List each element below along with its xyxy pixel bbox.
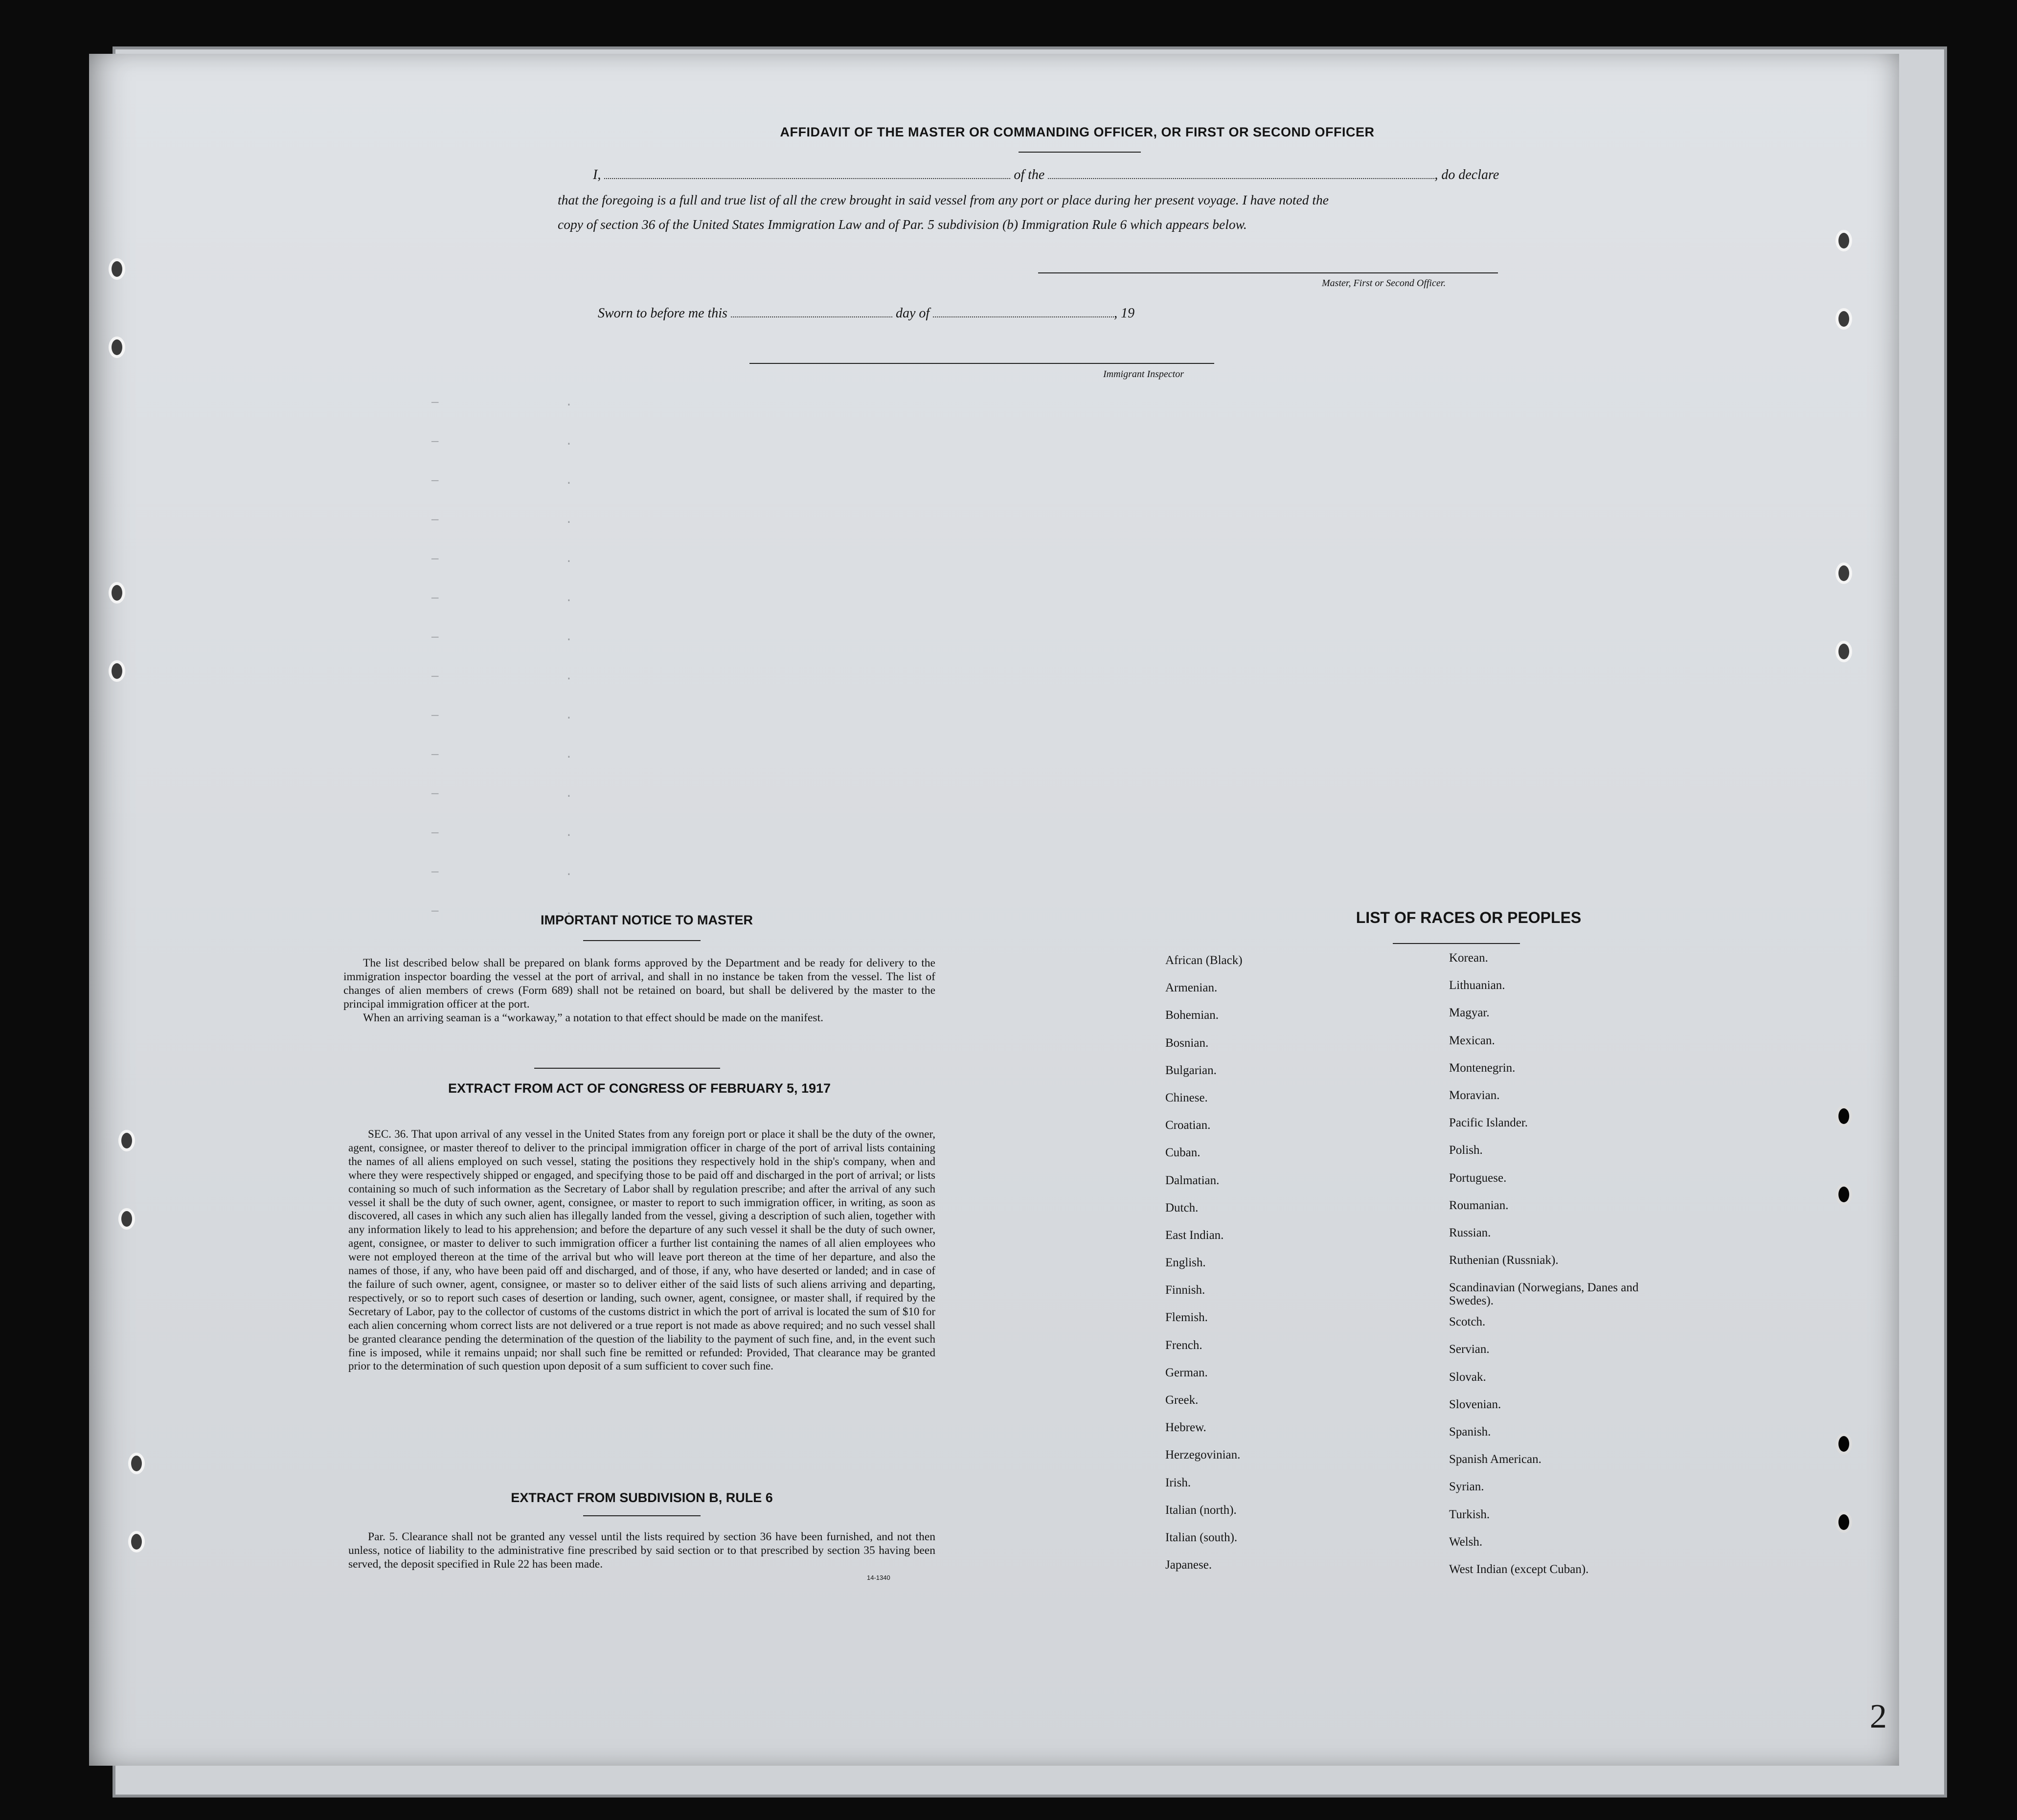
- race-item: Syrian.: [1449, 1480, 1484, 1494]
- bleed-row: — .: [431, 553, 573, 566]
- race-item: Scandinavian (Norwegians, Danes and Swedes).: [1449, 1281, 1639, 1308]
- signer-label: Master, First or Second Officer.: [1322, 278, 1446, 289]
- race-item: Turkish.: [1449, 1507, 1490, 1521]
- race-item: Cuban.: [1165, 1146, 1201, 1160]
- bleed-row: — .: [431, 709, 573, 722]
- signature-line: [1038, 272, 1498, 273]
- title-rule: [1019, 152, 1141, 153]
- race-item: Armenian.: [1165, 981, 1218, 995]
- declaration-text-2: that the foregoing is a full and true list of all the crew brought in said vessel from any port or place during her present voyage. I have noted the: [558, 192, 1329, 207]
- race-item: Portuguese.: [1449, 1171, 1507, 1185]
- sworn-year-prefix: , 19: [1114, 306, 1135, 321]
- race-item: East Indian.: [1165, 1228, 1224, 1242]
- act-extract-text: SEC. 36. That upon arrival of any vessel in the United States from any foreign port or place it shall be the duty of the owner, agent, consignee, or master thereof to deliver to the principal immigration officer in charge of the port of arrival lists containing the names of all aliens employed on such vessel, stating the positions they respectively hold in the ship's company, when and where they were respectively shipped or engaged, and specifying those to be paid off and discharged in the port of arrival; or lists containing so much of such information as the Secretary of Labor shall by regulation prescribe; and after the arrival of any such vessel it shall be the duty of such owner, agent, consignee, or master to report to such immigration officer, in writing, as soon as discovered, all cases in which any such alien has illegally landed from the vessel, giving a description of such alien, together with any information likely to lead to his apprehension; and before the departure of any such vessel it shall be the duty of such owner, agent, consignee, or master to deliver to such immigration officer a further list containing the names of all alien employees who were not employed thereon at the time of the arrival but who will leave port thereon at the time of her departure, and also the names of those, if any, who have been paid off and discharged, and of those, if any, who have deserted or landed; and in case of the failure of such owner, agent, consignee, or master so to deliver either of the said lists of such aliens arriving and departing, respectively, or so to report such cases of desertion or landing, such owner, agent, consignee, or master shall, if required by the Secretary of Labor, pay to the collector of customs of the customs district in which the port of arrival is located the sum of $10 for each alien concerning whom correct lists are not delivered or a true report is not made as above required; and no such vessel shall be granted clearance pending the determination of the question of the liability to the payment of such fine, and, in the event such fine is imposed, while it remains unpaid; nor shall such fine be remitted or refunded: Provided, That clearance may be granted prior to the determination of such question upon deposit of a sum sufficient to cover such fine.: [348, 1128, 935, 1372]
- race-item: Pacific Islander.: [1449, 1116, 1528, 1130]
- notice-title: IMPORTANT NOTICE TO MASTER: [541, 913, 753, 927]
- sworn-prefix: Sworn to before me this: [598, 306, 727, 321]
- punch-hole: [109, 258, 125, 280]
- race-item: Dalmatian.: [1165, 1173, 1220, 1187]
- punch-hole: [1836, 308, 1852, 330]
- race-item: Mexican.: [1449, 1034, 1495, 1047]
- inspector-line: [749, 363, 1214, 364]
- race-item: Slovenian.: [1449, 1397, 1501, 1411]
- race-item: Greek.: [1165, 1393, 1199, 1407]
- declarant-name-field[interactable]: [604, 168, 1010, 179]
- rule-extract-rule: [583, 1515, 701, 1516]
- race-item: Polish.: [1449, 1144, 1483, 1157]
- inspector-label: Immigrant Inspector: [1103, 369, 1184, 380]
- races-title: LIST OF RACES OR PEOPLES: [1356, 909, 1582, 926]
- race-item: Irish.: [1165, 1476, 1191, 1489]
- rule-extract-title: EXTRACT FROM SUBDIVISION B, RULE 6: [511, 1490, 773, 1505]
- notice-paragraph-2: When an arriving seaman is a “workaway,” a notation to that effect should be made on the manifest.: [363, 1011, 823, 1024]
- vessel-name-field[interactable]: [1048, 168, 1434, 179]
- race-item: Finnish.: [1165, 1283, 1205, 1297]
- punch-hole: [109, 337, 125, 358]
- notice-body: [343, 956, 935, 1025]
- race-item: Ruthenian (Russniak).: [1449, 1254, 1559, 1267]
- punch-hole: [128, 1453, 145, 1474]
- race-item: Russian.: [1449, 1226, 1491, 1239]
- sworn-dayof: day of: [895, 306, 930, 321]
- punch-hole: [1836, 1184, 1852, 1205]
- punch-hole: [1836, 641, 1852, 662]
- race-item: Japanese.: [1165, 1558, 1212, 1572]
- declare-suffix: , do declare: [1434, 167, 1499, 182]
- form-code: 14-1340: [867, 1574, 890, 1581]
- race-item: Lithuanian.: [1449, 979, 1505, 992]
- punch-hole: [118, 1130, 135, 1151]
- punch-hole: [1836, 1433, 1852, 1455]
- bleed-row: — .: [431, 396, 573, 409]
- bleed-row: — .: [431, 592, 573, 605]
- race-item: Dutch.: [1165, 1201, 1199, 1214]
- manifest-page: [89, 54, 1899, 1766]
- race-item: Magyar.: [1449, 1006, 1490, 1020]
- declarant-prefix: I,: [593, 167, 601, 182]
- affidavit-title: AFFIDAVIT OF THE MASTER OR COMMANDING OFFICER, OR FIRST OR SECOND OFFICER: [780, 125, 1375, 139]
- punch-hole: [109, 582, 125, 604]
- race-item: Italian (south).: [1165, 1530, 1238, 1544]
- race-item: Bosnian.: [1165, 1036, 1209, 1050]
- declaration-text-3: copy of section 36 of the United States Immigration Law and of Par. 5 subdivision (b) Immigration Rule 6 which appears below.: [558, 217, 1247, 232]
- punch-hole: [1836, 562, 1852, 584]
- race-item: Welsh.: [1449, 1535, 1483, 1549]
- notice-rule: [583, 940, 701, 941]
- bleed-row: — .: [431, 670, 573, 683]
- handwritten-page-number: 2: [1870, 1698, 1887, 1735]
- race-item: Flemish.: [1165, 1311, 1208, 1325]
- punch-hole: [1836, 1105, 1852, 1127]
- act-extract-title: EXTRACT FROM ACT OF CONGRESS OF FEBRUARY 5, 1917: [448, 1081, 831, 1096]
- race-item: German.: [1165, 1366, 1208, 1379]
- race-item: French.: [1165, 1338, 1202, 1352]
- declaration-line: [593, 167, 1499, 183]
- race-item: West Indian (except Cuban).: [1449, 1562, 1589, 1576]
- bleed-row: — .: [431, 435, 573, 449]
- race-item: Roumanian.: [1449, 1198, 1509, 1212]
- race-item: Montenegrin.: [1449, 1061, 1516, 1075]
- races-left-column: [1165, 954, 1243, 1586]
- race-item: Moravian.: [1449, 1088, 1500, 1102]
- rule-extract-body: [348, 1530, 935, 1571]
- vessel-prefix: of the: [1014, 167, 1045, 182]
- bleed-row: — .: [431, 827, 573, 840]
- race-item: Scotch.: [1449, 1315, 1486, 1329]
- bleed-row: — .: [431, 748, 573, 762]
- punch-hole: [128, 1531, 145, 1552]
- punch-hole: [1836, 1511, 1852, 1533]
- sworn-day-field[interactable]: [731, 307, 892, 317]
- race-item: Bohemian.: [1165, 1009, 1219, 1022]
- act-rule-top: [534, 1068, 720, 1069]
- race-item: Herzegovinian.: [1165, 1448, 1241, 1462]
- bleed-row: — .: [431, 631, 573, 644]
- bleed-row: — .: [431, 474, 573, 488]
- race-item: Italian (north).: [1165, 1503, 1237, 1517]
- bleed-row: — .: [431, 905, 573, 918]
- race-item: Spanish American.: [1449, 1453, 1541, 1466]
- bleed-row: — .: [431, 866, 573, 879]
- race-item: Chinese.: [1165, 1091, 1208, 1104]
- race-item: Croatian.: [1165, 1119, 1211, 1132]
- race-item: Bulgarian.: [1165, 1063, 1217, 1077]
- punch-hole: [1836, 230, 1852, 251]
- races-rule: [1393, 943, 1520, 944]
- race-item: Slovak.: [1449, 1370, 1486, 1384]
- sworn-line: [598, 306, 1134, 321]
- race-item: English.: [1165, 1256, 1206, 1270]
- punch-hole: [118, 1208, 135, 1230]
- rule-extract-text: Par. 5. Clearance shall not be granted any vessel until the lists required by section 36 have been furnished, and not then unless, notice of liability to the administrative fine prescribed by said section or to that prescribed by section 35 having been served, the deposit specified in Rule 22 has been made.: [348, 1530, 935, 1571]
- sworn-month-field[interactable]: [933, 307, 1114, 317]
- notice-paragraph-1: The list described below shall be prepared on blank forms approved by the Department and be ready for delivery to the immigration inspector boarding the vessel at the port of arrival, and shall in no instance be taken from the vessel. The list of changes of alien members of crews (Form 689) shall not be retained on board, but shall be delivered by the master to the principal immigration officer at the port.: [343, 957, 935, 1011]
- races-right-column: [1449, 951, 1679, 1590]
- bleed-row: — .: [431, 514, 573, 527]
- bleed-row: — .: [431, 787, 573, 801]
- punch-hole: [109, 660, 125, 682]
- act-extract-body: [348, 1127, 935, 1373]
- race-item: African (Black): [1165, 954, 1243, 967]
- race-item: Korean.: [1449, 951, 1488, 965]
- race-item: Spanish.: [1449, 1425, 1491, 1438]
- race-item: Servian.: [1449, 1343, 1490, 1356]
- race-item: Hebrew.: [1165, 1421, 1206, 1435]
